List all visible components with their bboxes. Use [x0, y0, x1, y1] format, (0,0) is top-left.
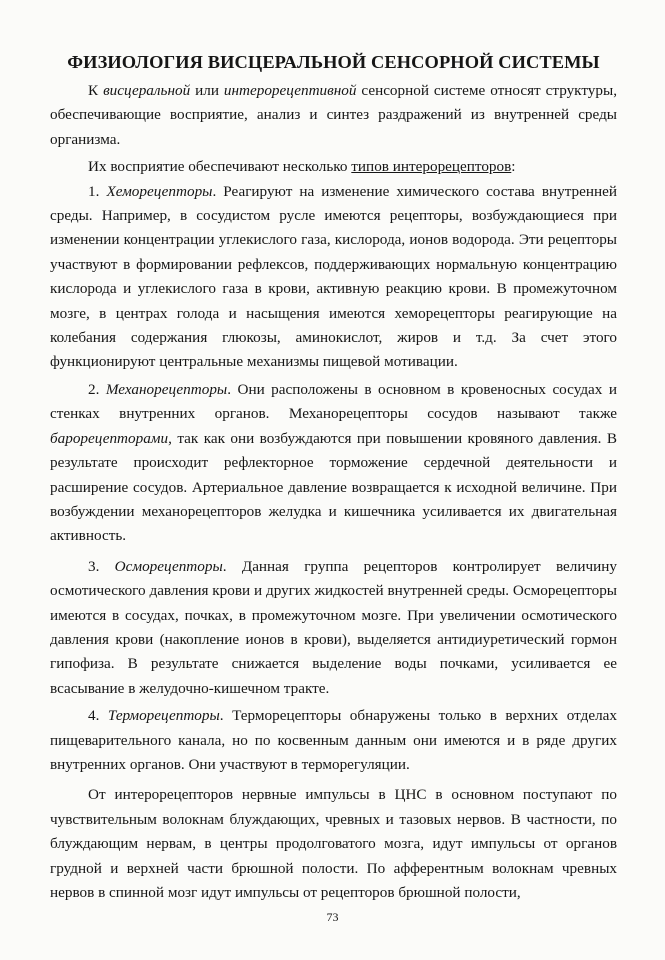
term-interoceptive: интерорецептивной — [223, 82, 357, 99]
thermoreceptors-paragraph — [50, 704, 617, 777]
chemoreceptors-term: Хеморецепторы — [106, 182, 213, 200]
thermoreceptors-text: . Терморецепторы обнаружены только в верхних отделах пищеварительного канала, но по косвенным данным они имеются и в ряде других внутренних органов. Они участвуют в терморегуляции. — [50, 707, 617, 773]
afferent-pathways-paragraph — [50, 783, 617, 905]
baroreceptors-term: барорецепторами — [50, 429, 169, 447]
mechanoreceptors-paragraph — [50, 378, 617, 549]
mechanoreceptors-number: 2. — [88, 380, 106, 398]
page-title: ФИЗИОЛОГИЯ ВИСЦЕРАЛЬНОЙ СЕНСОРНОЙ СИСТЕМЫ — [67, 52, 600, 72]
thermoreceptors-number: 4. — [88, 707, 108, 725]
thermoreceptors-term: Терморецепторы — [107, 707, 220, 725]
intro-text-1: К — [88, 82, 104, 99]
mechanoreceptors-term: Механорецепторы — [105, 380, 228, 398]
intro-paragraph — [50, 79, 617, 152]
intro-text-3: сенсорной системе относят структуры, обеспечивающие восприятие, анализ и синтез раздражений из внутренней среды организма. — [50, 82, 617, 148]
chemoreceptors-paragraph — [50, 180, 617, 375]
page-number: 73 — [326, 910, 339, 924]
osmoreceptors-number: 3. — [88, 557, 115, 575]
osmoreceptors-text: . Данная группа рецепторов контролирует величину осмотического давления крови и других жидкостей внутренней среды. Осморецепторы имеются в сосудах, почках, в промежуточном мозге. При увеличении осмотического давления крови (накопление ионов в крови), выделяется антидиуретический гормон гипофиза. В результате снижается выделение воды почками, усиливается ее всасывание в желудочно-кишечном тракте. — [50, 557, 617, 697]
term-visceral: висцеральной — [103, 82, 191, 99]
types-text-1: Их восприятие обеспечивают несколько — [88, 158, 352, 176]
mechanoreceptors-text-2: , так как они возбуждаются при повышении кровяного давления. В результате происходит рефлекторное торможение сердечной деятельности и расширение сосудов. Артериальное давление возвращается к исходной величине. При возбуждении механорецепторов желудка и кишечника усиливается их двигательная активность. — [50, 429, 617, 545]
osmoreceptors-paragraph — [50, 555, 617, 701]
intro-text-2: или — [190, 82, 224, 99]
chemoreceptors-number: 1. — [88, 182, 107, 200]
osmoreceptors-term: Осморецепторы — [114, 557, 223, 575]
afferent-pathways-text: От интерорецепторов нервные импульсы в ЦНС в основном поступают по чувствительным волокнам блуждающих, чревных и тазовых нервов. В частности, по блуждающим нервам, в центры продолговатого мозга, идут импульсы от органов грудной и верхней части брюшной полости. По афферентным волокнам чревных нервов в спинной мозг идут импульсы от рецепторов брюшной полости, — [50, 786, 617, 901]
types-underlined: типов интерорецепторов — [351, 158, 512, 176]
types-paragraph — [50, 155, 617, 179]
chemoreceptors-text: . Реагируют на изменение химического состава внутренней среды. Например, в сосудистом русле имеются рецепторы, возбуждающиеся при изменении концентрации углекислого газа, кислорода, ионов водорода. Эти рецепторы участвуют в формировании рефлексов, поддерживающих нормальную концентрацию кислорода и углекислого газа в крови, активную реакцию крови. В промежуточном мозге, в центрах голода и насыщения имеются хеморецепторы реагирующие на колебания содержания глюкозы, аминокислот, жиров и т.д. За счет этого функционируют центральные механизмы пищевой мотивации. — [50, 182, 618, 371]
types-text-2: : — [511, 158, 516, 176]
mechanoreceptors-text-1: . Они расположены в основном в кровеносных сосудах и стенках внутренних органов. Механорецепторы сосудов называют также — [50, 380, 617, 423]
